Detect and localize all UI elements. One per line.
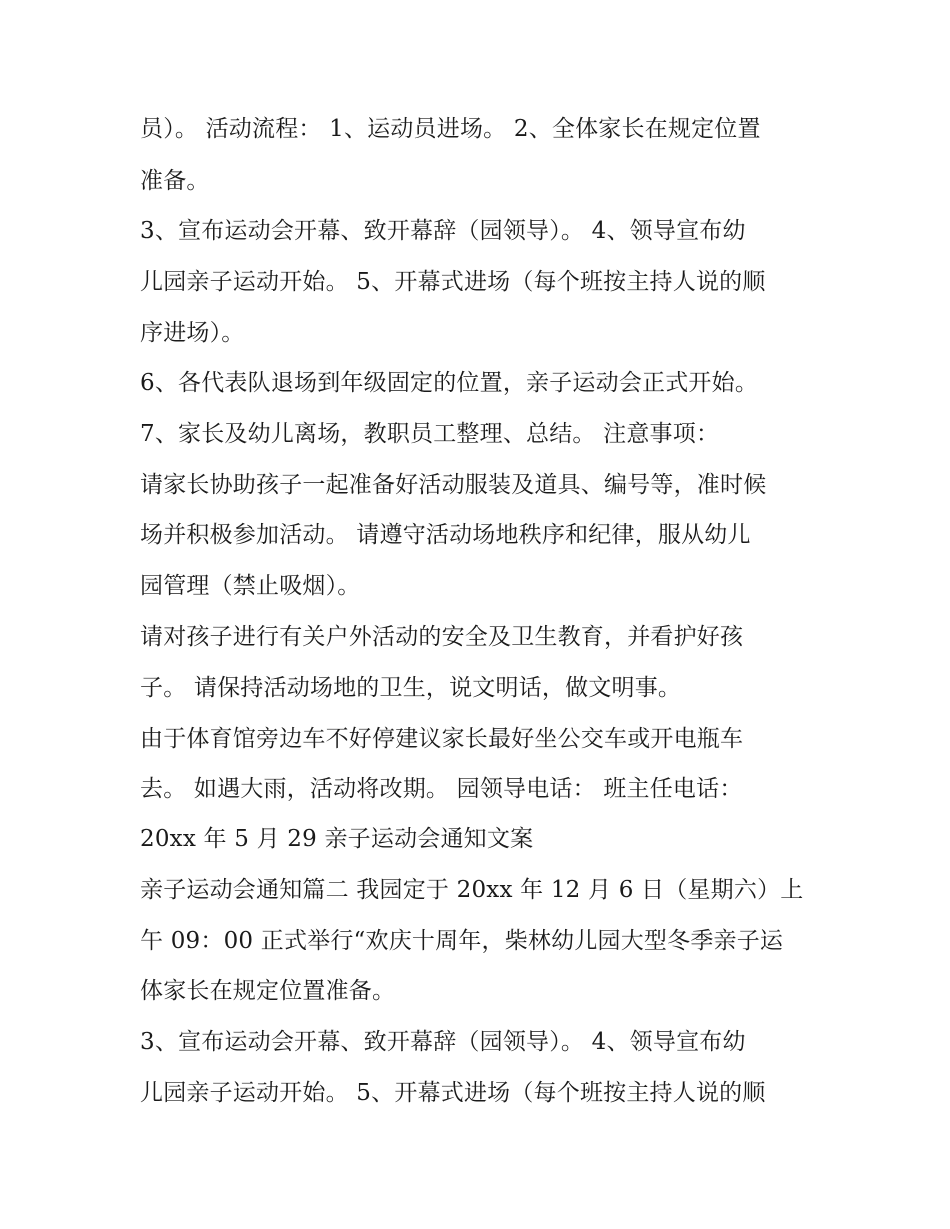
text-line: 儿园亲子运动开始。 5、开幕式进场（每个班按主持人说的顺 (140, 1080, 766, 1106)
text-line: 请家长协助孩子一起准备好活动服装及道具、编号等，准时候 (140, 472, 767, 498)
text-line: 6、各代表队退场到年级固定的位置，亲子运动会正式开始。 (140, 370, 759, 396)
text-line: 由于体育馆旁边车不好停建议家长最好坐公交车或开电瓶车 (140, 726, 744, 752)
text-line: 20xx 年 5 月 29 亲子运动会通知文案 (140, 826, 534, 852)
text-line: 去。 如遇大雨，活动将改期。 园领导电话： 班主任电话： (140, 776, 743, 802)
text-line: 请对孩子进行有关户外活动的安全及卫生教育，并看护好孩 (140, 624, 744, 650)
text-line: 亲子运动会通知篇二 我园定于 20xx 年 12 月 6 日（星期六）上 (140, 877, 804, 903)
text-line: 子。 请保持活动场地的卫生，说文明话，做文明事。 (140, 675, 682, 701)
text-line: 午 09：00 正式举行“欢庆十周年，柴林幼儿园大型冬季亲子运 (140, 928, 784, 954)
text-line: 体家长在规定位置准备。 (140, 978, 396, 1004)
text-line: 员）。 活动流程： 1、运动员进场。 2、全体家长在规定位置 (140, 116, 761, 142)
text-line: 儿园亲子运动开始。 5、开幕式进场（每个班按主持人说的顺 (140, 269, 766, 295)
text-line: 3、宣布运动会开幕、致开幕辞（园领导）。 4、领导宣布幼 (140, 218, 746, 244)
text-line: 3、宣布运动会开幕、致开幕辞（园领导）。 4、领导宣布幼 (140, 1029, 746, 1055)
text-line: 准备。 (140, 168, 210, 194)
text-line: 场并积极参加活动。 请遵守活动场地秩序和纪律，服从幼儿 (140, 522, 751, 548)
text-line: 7、家长及幼儿离场，教职员工整理、总结。 注意事项： (140, 421, 720, 447)
text-line: 园管理（禁止吸烟）。 (140, 573, 361, 599)
text-line: 序进场）。 (140, 320, 245, 346)
